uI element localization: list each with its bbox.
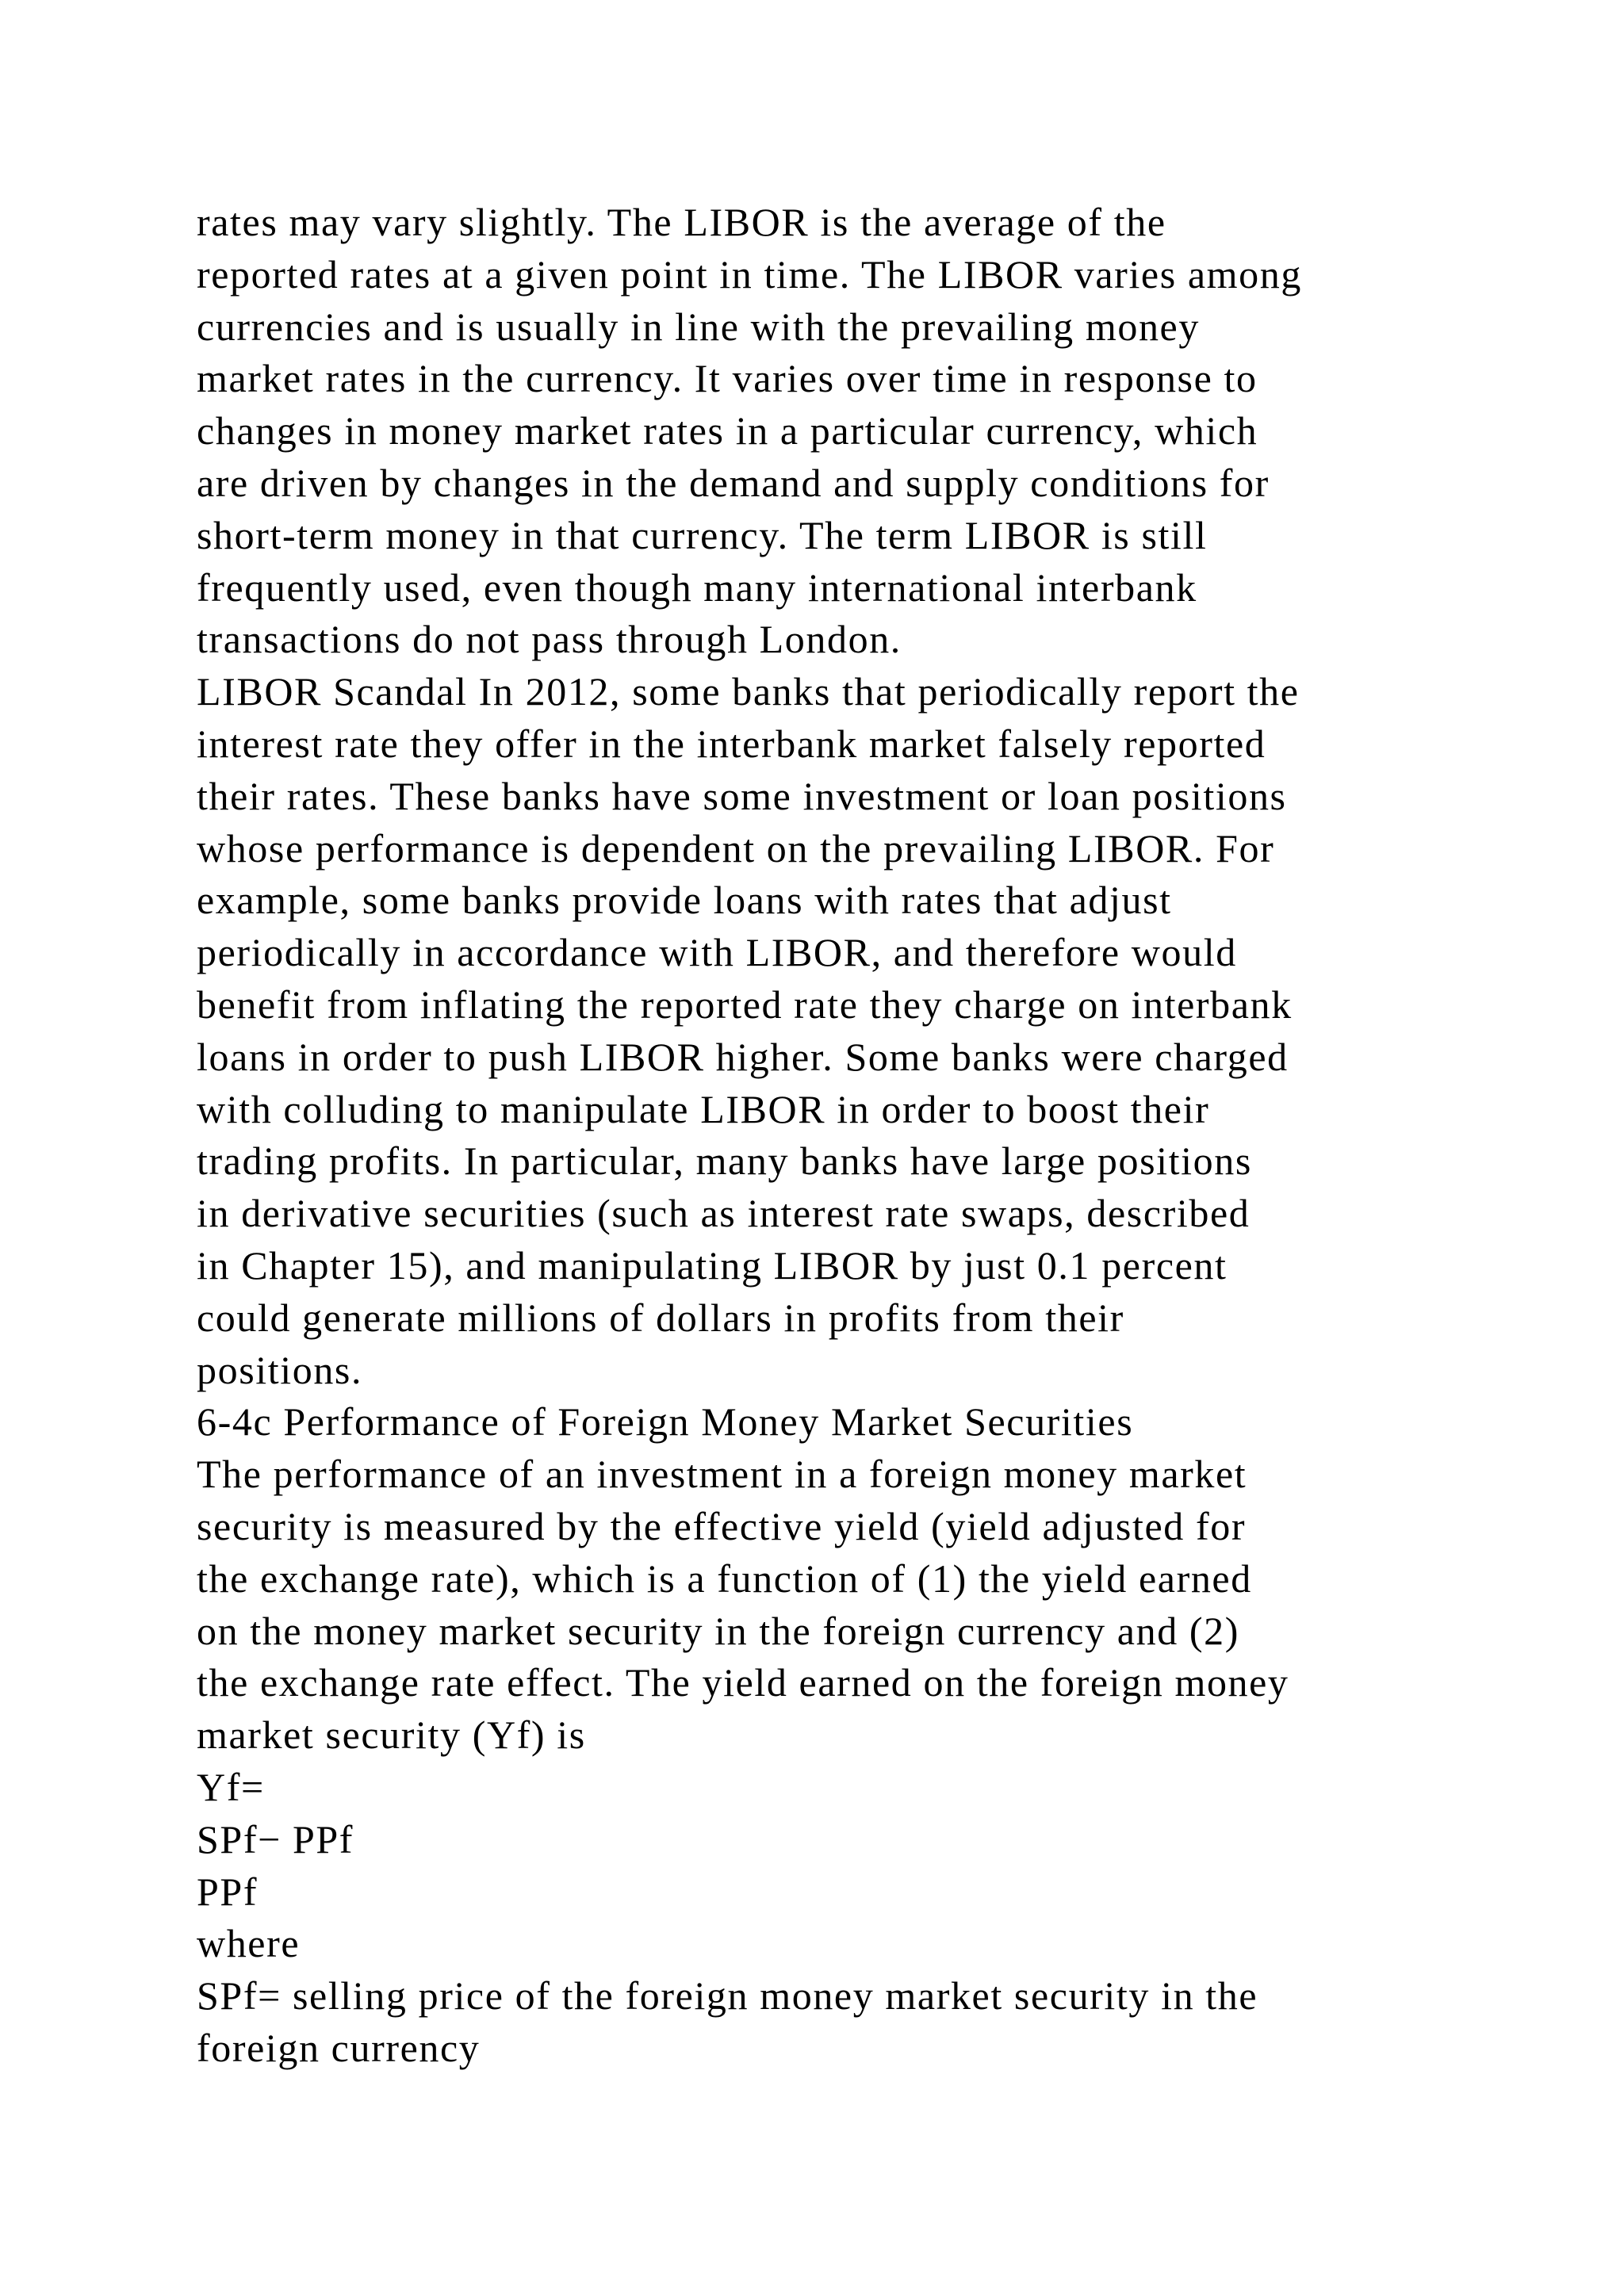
text-line: could generate millions of dollars in profits from their (197, 1295, 1124, 1340)
text-line: security is measured by the effective yield (yield adjusted for (197, 1503, 1247, 1548)
text-line: short-term money in that currency. The term LIBOR is still (197, 512, 1208, 557)
text-line: on the money market security in the foreign currency and (2) (197, 1608, 1239, 1653)
text-line: loans in order to push LIBOR higher. Some banks were charged (197, 1034, 1289, 1079)
formula-line: SPf− PPf (197, 1816, 354, 1862)
formula-line: Yf= (197, 1764, 265, 1809)
text-line: in derivative securities (such as interest rate swaps, described (197, 1191, 1251, 1236)
text-line: benefit from inflating the reported rate they charge on interbank (197, 982, 1293, 1027)
text-line: their rates. These banks have some investment or loan positions (197, 773, 1287, 818)
text-line: market security (Yf) is (197, 1712, 586, 1758)
text-line: trading profits. In particular, many banks have large positions (197, 1138, 1252, 1184)
text-line: currencies and is usually in line with the prevailing money (197, 304, 1200, 349)
text-line: interest rate they offer in the interbank market falsely reported (197, 721, 1266, 766)
section-heading-6-4c: 6-4c Performance of Foreign Money Market Securities (197, 1399, 1134, 1445)
document-body (197, 197, 1545, 2075)
section-heading-libor-scandal: LIBOR Scandal In 2012, some banks that periodically report the (197, 669, 1300, 714)
text-line: positions. (197, 1347, 363, 1392)
text-line: rates may vary slightly. The LIBOR is the average of the (197, 200, 1166, 244)
text-line: whose performance is dependent on the prevailing LIBOR. For (197, 825, 1275, 871)
text-line: example, some banks provide loans with rates that adjust (197, 878, 1172, 923)
text-line: where (197, 1921, 301, 1966)
text-line: in Chapter 15), and manipulating LIBOR by just 0.1 percent (197, 1242, 1228, 1288)
text-line: the exchange rate), which is a function of (1) the yield earned (197, 1556, 1252, 1601)
text-line: SPf= selling price of the foreign money market security in the (197, 1973, 1258, 2019)
text-line: frequently used, even though many international interbank (197, 564, 1197, 610)
text-line: the exchange rate effect. The yield earned on the foreign money (197, 1660, 1289, 1705)
text-line: reported rates at a given point in time. The LIBOR varies among (197, 251, 1302, 297)
text-line: The performance of an investment in a foreign money market (197, 1452, 1247, 1497)
text-line: changes in money market rates in a particular currency, which (197, 408, 1258, 453)
text-line: market rates in the currency. It varies over time in response to (197, 356, 1258, 401)
text-line: transactions do not pass through London. (197, 617, 902, 662)
text-line: with colluding to manipulate LIBOR in order to boost their (197, 1086, 1210, 1131)
text-line: periodically in accordance with LIBOR, and therefore would (197, 930, 1237, 975)
text-line: are driven by changes in the demand and supply conditions for (197, 460, 1270, 505)
formula-line: PPf (197, 1869, 259, 1914)
text-line: foreign currency (197, 2025, 481, 2070)
